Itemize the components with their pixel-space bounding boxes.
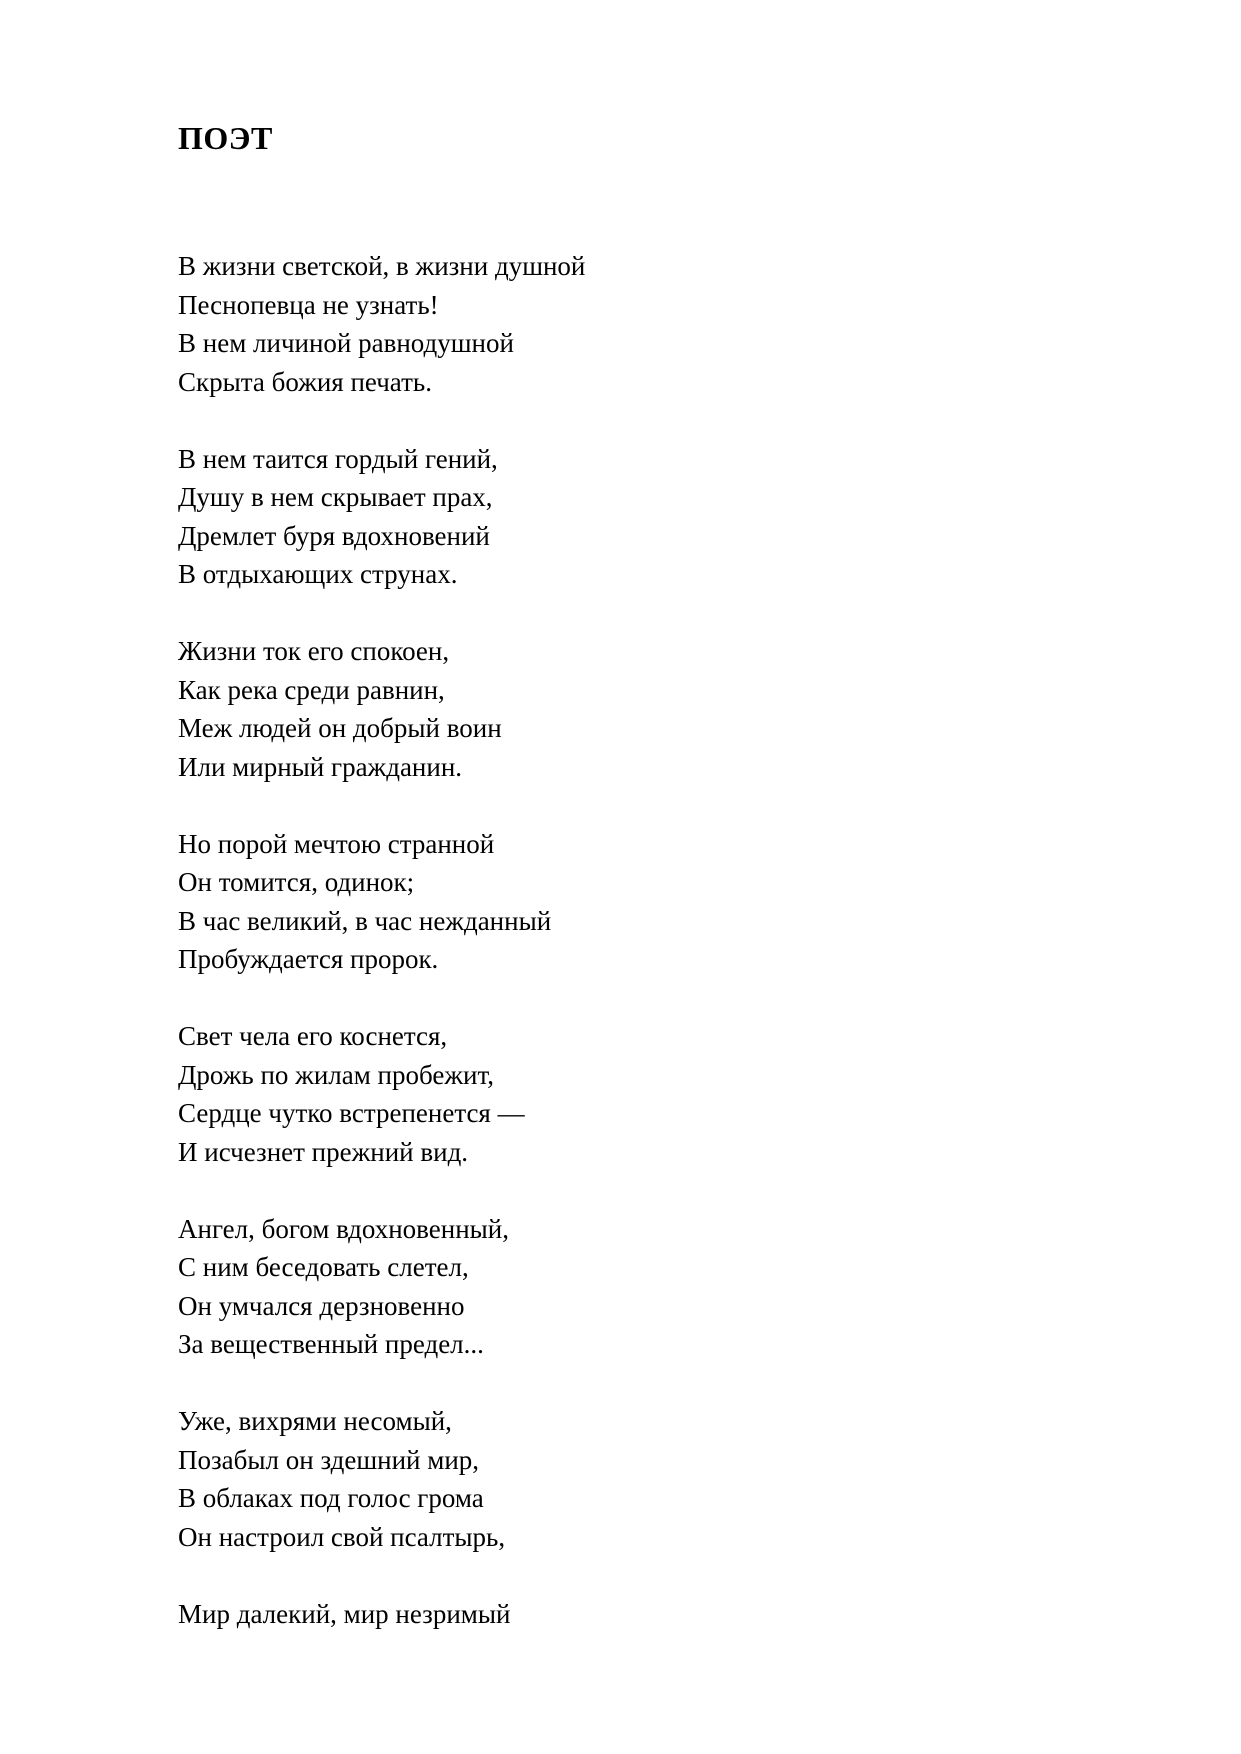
stanza-1 — [178, 247, 1078, 401]
poem-line: Пробуждается пророк. — [178, 944, 439, 974]
poem-line: С ним беседовать слетел, — [178, 1252, 469, 1282]
poem-line: Песнопевца не узнать! — [178, 289, 439, 320]
poem-line: В нем личиной равнодушной — [178, 328, 514, 358]
poem-line: Свет чела его коснется, — [178, 1021, 448, 1051]
poem-line: Но порой мечтою странной — [178, 828, 495, 859]
poem-line: Меж людей он добрый воин — [178, 713, 502, 743]
poem-line: В нем таится гордый гений, — [178, 443, 498, 474]
poem-title: ПОЭТ — [178, 120, 273, 156]
poem-line: В час великий, в час нежданный — [178, 905, 552, 936]
poem-line: Или мирный гражданин. — [178, 751, 463, 782]
poem-line: Дрожь по жилам пробежит, — [178, 1059, 494, 1090]
poem-line: Душу в нем скрывает прах, — [178, 482, 493, 512]
poem-line: Ангел, богом вдохновенный, — [178, 1213, 509, 1244]
poem-line: Дремлет буря вдохновений — [178, 520, 490, 551]
stanza-2 — [178, 440, 1078, 594]
stanza-6 — [178, 1210, 1078, 1364]
stanza-4 — [178, 825, 1078, 979]
poem-line: Сердце чутко встрепенется — — [178, 1098, 525, 1128]
stanza-7 — [178, 1402, 1078, 1556]
poem-line: За вещественный предел... — [178, 1329, 484, 1359]
poem-body — [178, 247, 1078, 1672]
stanza-3 — [178, 632, 1078, 786]
poem-line: Позабыл он здешний мир, — [178, 1444, 480, 1475]
poem-line: Жизни ток его спокоен, — [178, 636, 450, 666]
poem-line: Мир далекий, мир незримый — [178, 1598, 511, 1629]
poem-line: Он умчался дерзновенно — [178, 1290, 465, 1321]
poem-line: Он томится, одинок; — [178, 867, 415, 897]
poem-line: Он настроил свой псалтырь, — [178, 1521, 506, 1552]
poem-line: И исчезнет прежний вид. — [178, 1136, 469, 1167]
poem-line: Скрыта божия печать. — [178, 366, 432, 397]
stanza-8 — [178, 1595, 1078, 1634]
poem-line: Как река среди равнин, — [178, 674, 445, 705]
poem-line: В жизни светской, в жизни душной — [178, 251, 586, 281]
poem-line: В отдыхающих струнах. — [178, 559, 458, 589]
poem-line: В облаках под голос грома — [178, 1483, 484, 1513]
poem-line: Уже, вихрями несомый, — [178, 1406, 452, 1436]
stanza-5 — [178, 1017, 1078, 1171]
